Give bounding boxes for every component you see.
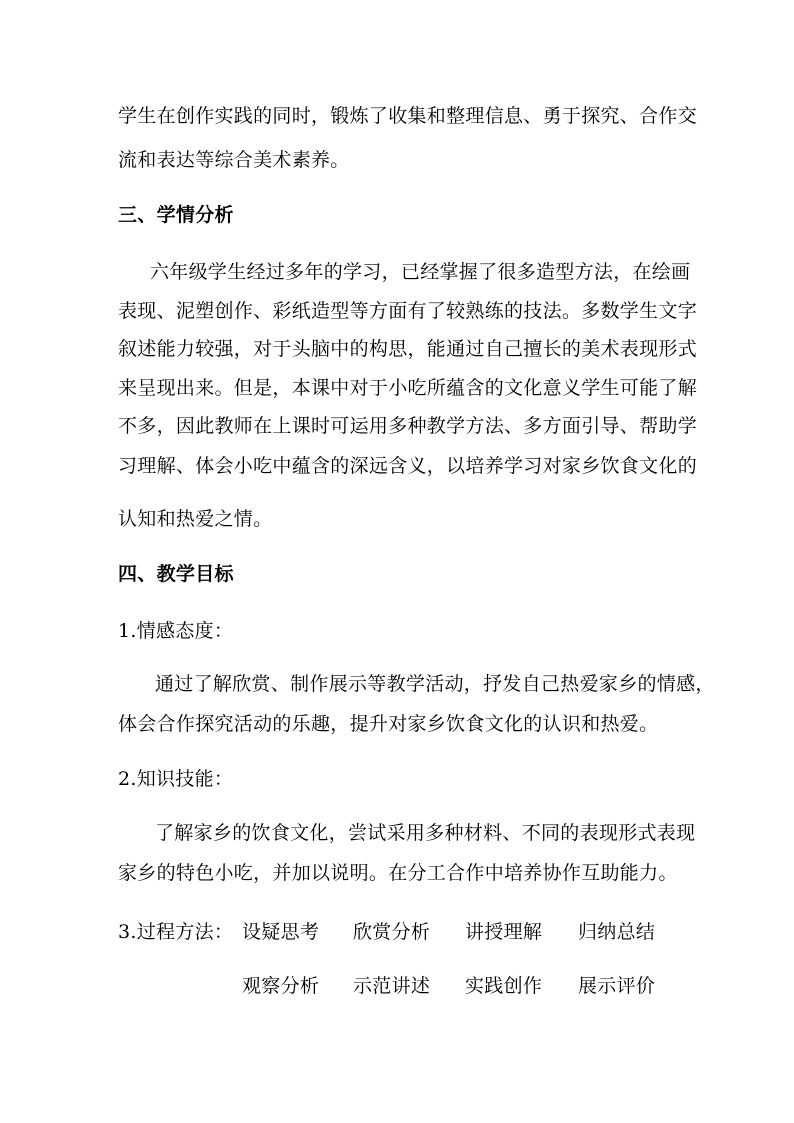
- objective-1-line: 通过了解欣赏、制作展示等教学活动，抒发自己热爱家乡的情感，: [155, 673, 715, 695]
- objective-2-line: 家乡的特色小吃，并加以说明。在分工合作中培养协作互助能力。: [118, 862, 678, 884]
- objective-2-label: 2.知识技能：: [118, 768, 234, 790]
- section-3-paragraph-line: 叙述能力较强，对于头脑中的构思，能通过自己擅长的美术表现形式: [118, 338, 698, 360]
- method-item: 展示评价: [578, 975, 656, 997]
- method-item: 实践创作: [465, 975, 543, 997]
- method-item: 讲授理解: [465, 921, 543, 943]
- objective-1-label: 1.情感态度：: [118, 620, 234, 642]
- section-3-paragraph-line: 不多，因此教师在上课时可运用多种教学方法、多方面引导、帮助学: [118, 415, 698, 437]
- section-3-paragraph-line: 表现、泥塑创作、彩纸造型等方面有了较熟练的技法。多数学生文字: [118, 300, 698, 322]
- objective-2-line: 了解家乡的饮食文化，尝试采用多种材料、不同的表现形式表现: [155, 822, 696, 844]
- section-3-heading: 三、学情分析: [118, 204, 234, 226]
- section-3-paragraph-line: 习理解、体会小吃中蕴含的深远含义，以培养学习对家乡饮食文化的: [118, 455, 698, 477]
- method-item: 示范讲述: [353, 975, 431, 997]
- section-3-paragraph-line: 六年级学生经过多年的学习，已经掌握了很多造型方法，在绘画: [150, 261, 691, 283]
- section-4-heading: 四、教学目标: [118, 563, 234, 585]
- objective-3-label: 3.过程方法：: [118, 921, 234, 943]
- method-item: 观察分析: [242, 975, 320, 997]
- intro-line-2: 流和表达等综合美术素养。: [118, 149, 350, 171]
- method-item: 设疑思考: [242, 921, 320, 943]
- method-item: 归纳总结: [578, 921, 656, 943]
- method-item: 欣赏分析: [353, 921, 431, 943]
- section-3-paragraph-line: 认知和热爱之情。: [118, 508, 273, 530]
- intro-line-1: 学生在创作实践的同时，锻炼了收集和整理信息、勇于探究、合作交: [118, 105, 698, 127]
- objective-1-line: 体会合作探究活动的乐趣，提升对家乡饮食文化的认识和热爱。: [118, 713, 659, 735]
- section-3-paragraph-line: 来呈现出来。但是，本课中对于小吃所蕴含的文化意义学生可能了解: [118, 377, 698, 399]
